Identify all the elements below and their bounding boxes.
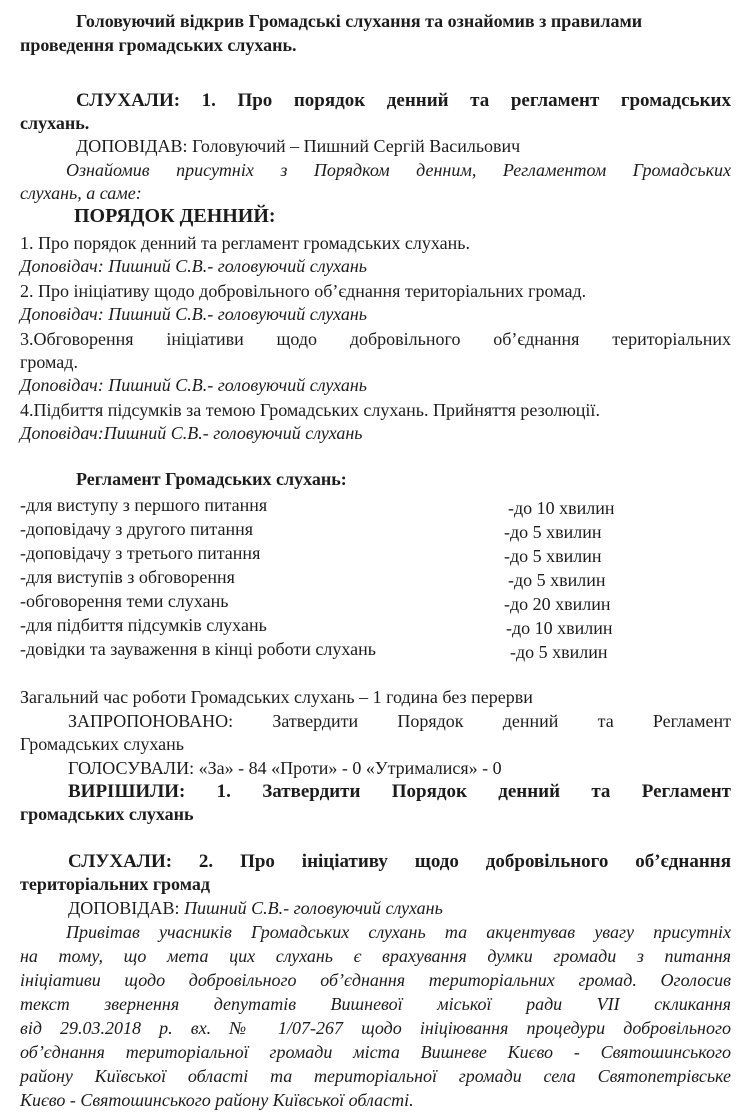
item2-reporter	[68, 897, 443, 920]
regulation-total: Загальний час роботи Громадських слухань – 1 година без перерви	[20, 687, 533, 707]
agenda-item-2-reporter: Доповідач: Пишний С.В.- головуючий слухань	[20, 304, 367, 324]
regulation-row-time: -до 5 хвилин	[504, 522, 602, 542]
regulation-row-time: -до 20 хвилин	[504, 594, 611, 614]
regulation-row-label: -довідки та зауваження в кінці роботи слухань	[20, 639, 376, 659]
decision-line-1: ВИРІШИЛИ: 1. Затвердити Порядок денний та Регламент	[68, 781, 731, 802]
item1-heard-line-2: слухань.	[20, 113, 90, 133]
agenda-item-2: 2. Про ініціативу щодо добровільного об’єднання територіальних громад.	[20, 281, 587, 301]
opening-line-1: Головуючий відкрив Громадські слухання та ознайомив з правилами	[76, 11, 643, 31]
opening-line-2: проведення громадських слухань.	[20, 35, 297, 55]
agenda-item-4-reporter: Доповідач:Пишний С.В.- головуючий слухань	[20, 423, 363, 443]
agenda-item-3-line-2: громад.	[20, 352, 78, 372]
regulation-title: Регламент Громадських слухань:	[76, 469, 347, 489]
regulation-row-time: -до 5 хвилин	[504, 546, 602, 566]
item2-body-line: об’єднання територіальної громади міста Вишневе Києво - Святошинського	[20, 1042, 731, 1062]
item2-reporter-label: ДОПОВІДАВ:	[68, 898, 180, 918]
regulation-row-label: -доповідачу з третього питання	[20, 543, 261, 563]
item1-intro-line-2: слухань, а саме:	[20, 183, 142, 203]
item2-body-line: текст звернення депутатів Вишневої міської ради VII скликання	[20, 994, 731, 1014]
item1-reporter-name: Головуючий – Пишний Сергій Васильович	[192, 136, 521, 156]
regulation-row-label: -для підбиття підсумків слухань	[20, 615, 267, 635]
proposal-line-2: Громадських слухань	[20, 734, 184, 754]
item1-reporter	[76, 135, 520, 158]
regulation-row-time: -до 10 хвилин	[508, 498, 615, 518]
item2-body-line: ініціативи щодо добровільного об’єднання територіальних громад. Оголосив	[20, 970, 731, 990]
agenda-title: ПОРЯДОК ДЕННИЙ:	[74, 205, 276, 227]
item2-body-line: на тому, що мета цих слухань є врахування думки громади з питання	[20, 946, 731, 966]
regulation-row-label: -доповідачу з другого питання	[20, 519, 254, 539]
regulation-row-label: -обговорення теми слухань	[20, 591, 229, 611]
item2-body-line: Києво - Святошинського району Київської області.	[20, 1090, 414, 1110]
agenda-item-4: 4.Підбиття підсумків за темою Громадських слухань. Прийняття резолюції.	[20, 400, 600, 420]
agenda-item-3-reporter: Доповідач: Пишний С.В.- головуючий слухань	[20, 375, 367, 395]
regulation-row-time: -до 5 хвилин	[510, 642, 608, 662]
decision-line-2: громадських слухань	[20, 804, 194, 824]
regulation-row-label: -для виступу з першого питання	[20, 495, 268, 515]
agenda-item-3-line-1: 3.Обговорення ініціативи щодо добровільного об’єднання територіальних	[20, 329, 731, 349]
item2-heard-line-2: територіальних громад	[20, 874, 210, 894]
vote-result: ГОЛОСУВАЛИ: «За» - 84 «Проти» - 0 «Утрималися» - 0	[68, 758, 502, 778]
agenda-item-1-reporter: Доповідач: Пишний С.В.- головуючий слухань	[20, 256, 367, 276]
agenda-item-1: 1. Про порядок денний та регламент громадських слухань.	[20, 233, 470, 253]
item1-reporter-label: ДОПОВІДАВ:	[76, 136, 188, 156]
item2-body-line: від 29.03.2018 р. вх. № 1/07-267 щодо ініціювання процедури добровільного	[20, 1018, 731, 1038]
regulation-row-time: -до 10 хвилин	[506, 618, 613, 638]
item1-heard-line-1: СЛУХАЛИ: 1. Про порядок денний та регламент громадських	[76, 90, 731, 111]
item2-heard-line-1: СЛУХАЛИ: 2. Про ініціативу щодо добровільного об’єднання	[68, 851, 731, 872]
item2-body-line: Привітав учасників Громадських слухань та акцентував увагу присутніх	[66, 922, 731, 942]
item1-intro-line-1: Ознайомив присутніх з Порядком денним, Регламентом Громадських	[66, 160, 731, 180]
regulation-row-label: -для виступів з обговорення	[20, 567, 235, 587]
proposal-line-1: ЗАПРОПОНОВАНО: Затвердити Порядок денний та Регламент	[68, 711, 731, 731]
regulation-row-time: -до 5 хвилин	[508, 570, 606, 590]
item2-reporter-name: Пишний С.В.- головуючий слухань	[184, 898, 443, 918]
item2-body-line: району Київської області та територіальної громади села Святопетрівське	[20, 1066, 731, 1086]
